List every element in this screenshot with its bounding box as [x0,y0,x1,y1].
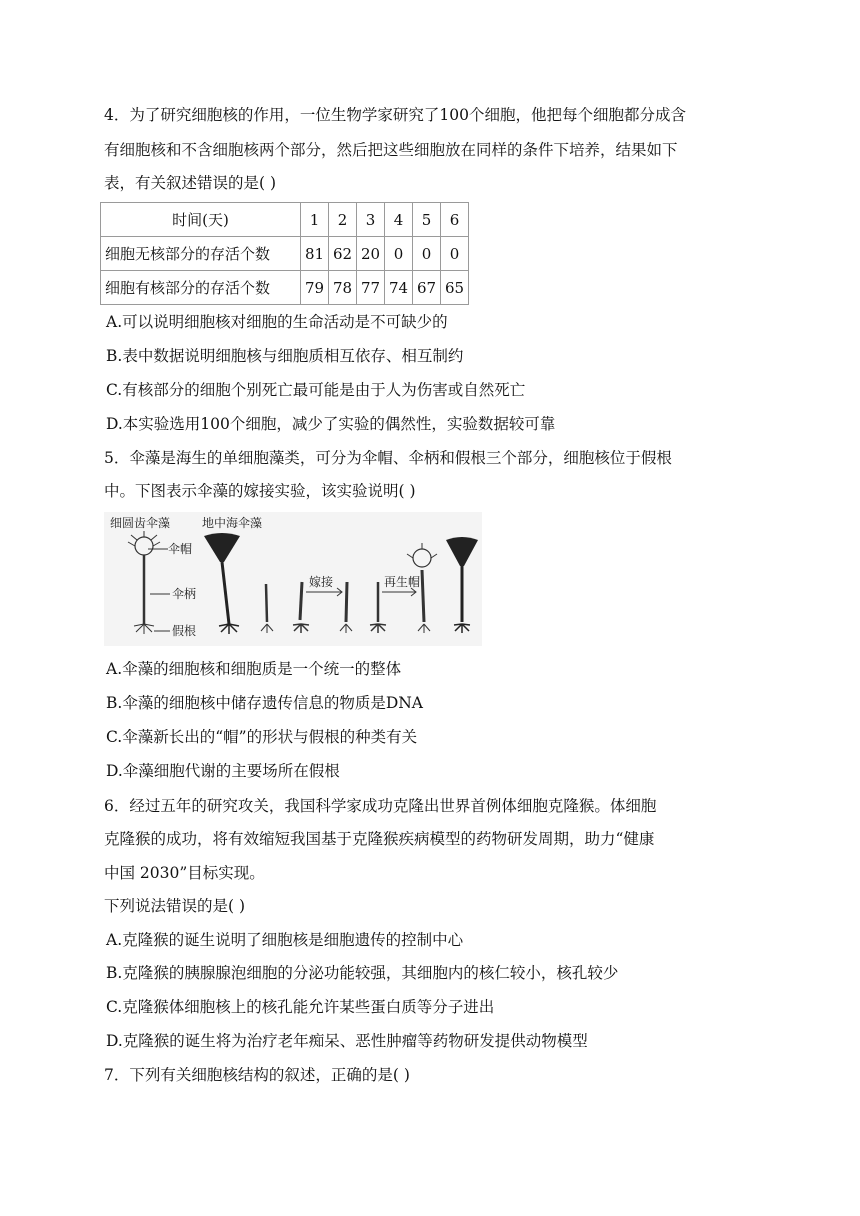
q5-option-c: C.伞藻新长出的“帽”的形状与假根的种类有关 [106,728,418,746]
q5-option-a: A.伞藻的细胞核和细胞质是一个统一的整体 [106,660,402,678]
table-row-label: 细胞无核部分的存活个数 [101,237,301,271]
q6-stem-line-3: 中国 2030”目标实现。 [104,864,265,882]
q4-option-a: A.可以说明细胞核对细胞的生命活动是不可缺少的 [106,313,448,331]
table-row-label: 细胞有核部分的存活个数 [101,271,301,305]
survival-table [100,202,469,305]
q5-stem-line-1: 5．伞藻是海生的单细胞藻类，可分为伞帽、伞柄和假根三个部分，细胞核位于假根 [104,449,672,467]
table-header-cell: 3 [357,203,385,237]
table-cell: 79 [301,271,329,305]
table-cell: 0 [441,237,469,271]
table-row [101,237,469,271]
q6-stem-line-2: 克隆猴的成功，将有效缩短我国基于克隆猴疾病模型的药物研发周期，助力“健康 [104,830,655,848]
q4-stem-line-2: 有细胞核和不含细胞核两个部分，然后把这些细胞放在同样的条件下培养，结果如下 [104,141,678,159]
table-cell: 0 [413,237,441,271]
q5-option-b: B.伞藻的细胞核中储存遗传信息的物质是DNA [106,694,424,712]
table-cell: 65 [441,271,469,305]
q4-stem-line-3: 表，有关叙述错误的是( ) [104,174,277,192]
table-header-cell: 1 [301,203,329,237]
table-header-cell: 6 [441,203,469,237]
q6-stem-line-4: 下列说法错误的是( ) [104,897,246,915]
q5-option-d: D.伞藻细胞代谢的主要场所在假根 [106,762,340,780]
table-header-cell: 2 [329,203,357,237]
figure-label-root: 假根 [172,624,197,638]
table-cell: 81 [301,237,329,271]
grafting-experiment-figure [104,512,482,646]
table-header-cell: 4 [385,203,413,237]
figure-label-stalk: 伞柄 [172,587,197,601]
table-cell: 62 [329,237,357,271]
figure-label-cap: 伞帽 [168,542,193,556]
q4-option-c: C.有核部分的细胞个别死亡最可能是由于人为伤害或自然死亡 [106,381,526,399]
q4-stem-line-1: 4．为了研究细胞核的作用，一位生物学家研究了100个细胞，他把每个细胞都分成含 [104,106,686,124]
figure-step-regenerate: 再生帽 [384,575,421,589]
figure-title-left: 细圆齿伞藻 [110,516,171,530]
q4-option-d: D.本实验选用100个细胞，减少了实验的偶然性，实验数据较可靠 [106,415,556,433]
table-cell: 77 [357,271,385,305]
q5-stem-line-2: 中。下图表示伞藻的嫁接实验，该实验说明( ) [104,482,416,500]
table-cell: 78 [329,271,357,305]
table-cell: 0 [385,237,413,271]
figure-step-graft: 嫁接 [309,575,334,589]
table-cell: 67 [413,271,441,305]
q6-option-d: D.克隆猴的诞生将为治疗老年痴呆、恶性肿瘤等药物研发提供动物模型 [106,1032,588,1050]
table-cell: 74 [385,271,413,305]
table-header-row [101,203,469,237]
q6-stem-line-1: 6．经过五年的研究攻关，我国科学家成功克隆出世界首例体细胞克隆猴。体细胞 [104,797,657,815]
table-header-cell: 时间(天) [101,203,301,237]
figure-title-right: 地中海伞藻 [202,516,263,530]
q6-option-c: C.克隆猴体细胞核上的核孔能允许某些蛋白质等分子进出 [106,998,495,1016]
q7-stem-line-1: 7．下列有关细胞核结构的叙述，正确的是( ) [104,1066,410,1084]
q6-option-b: B.克隆猴的胰腺腺泡细胞的分泌功能较强，其细胞内的核仁较小，核孔较少 [106,964,619,982]
table-header-cell: 5 [413,203,441,237]
q4-option-b: B.表中数据说明细胞核与细胞质相互依存、相互制约 [106,347,464,365]
table-cell: 20 [357,237,385,271]
table-row [101,271,469,305]
q6-option-a: A.克隆猴的诞生说明了细胞核是细胞遗传的控制中心 [106,931,464,949]
